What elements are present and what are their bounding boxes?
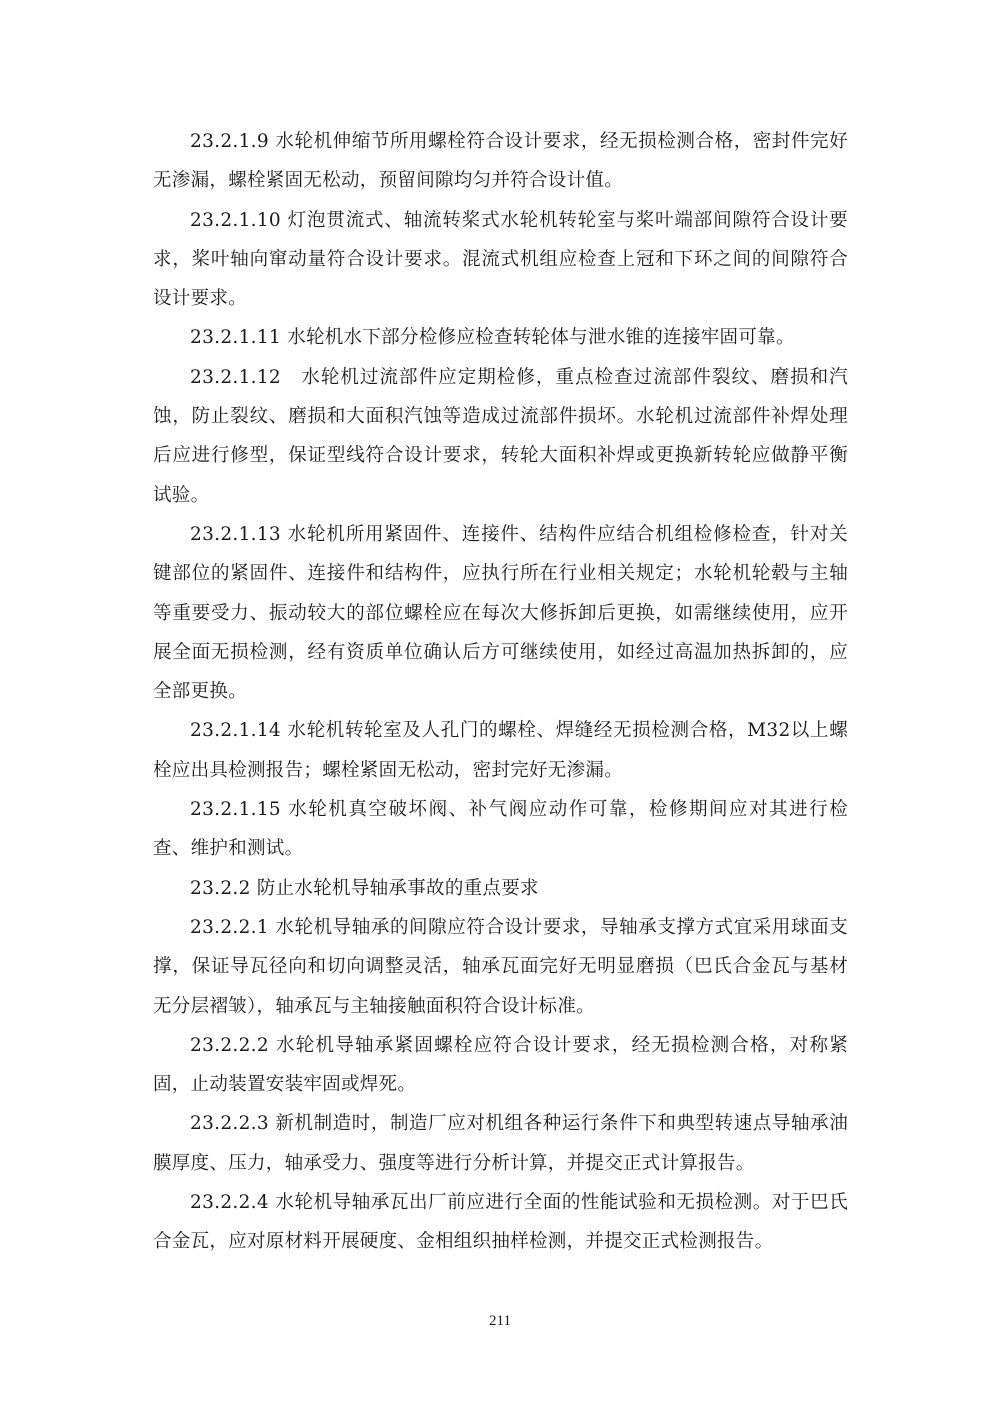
paragraph-23-2-1-11: 23.2.1.11 水轮机水下部分检修应检查转轮体与泄水锥的连接牢固可靠。 <box>190 327 795 349</box>
paragraph-23-2-1-12: 23.2.1.12 水轮机过流部件应定期检修，重点检查过流部件裂纹、磨损和汽蚀，防止裂纹、磨损和大面积汽蚀等造成过流部件损坏。水轮机过流部件补焊处理后应进行修型，保证型线符合设计要求，转轮大面积补焊或更换新转轮应做静平衡试验。 <box>153 366 848 506</box>
paragraph-23-2-1-9: 23.2.1.9 水轮机伸缩节所用螺栓符合设计要求，经无损检测合格，密封件完好无渗漏，螺栓紧固无松动，预留间隙均匀并符合设计值。 <box>153 131 848 192</box>
paragraph-23-2-1-10: 23.2.1.10 灯泡贯流式、轴流转桨式水轮机转轮室与桨叶端部间隙符合设计要求，桨叶轴向窜动量符合设计要求。混流式机组应检查上冠和下环之间的间隙符合设计要求。 <box>153 209 848 310</box>
paragraph-23-2-2-4: 23.2.2.4 水轮机导轴承瓦出厂前应进行全面的性能试验和无损检测。对于巴氏合金瓦，应对原材料开展硬度、金相组织抽样检测，并提交正式检测报告。 <box>153 1192 848 1253</box>
paragraph-23-2-2-1: 23.2.2.1 水轮机导轴承的间隙应符合设计要求，导轴承支撑方式宜采用球面支撑，保证导瓦径向和切向调整灵活，轴承瓦面完好无明显磨损（巴氏合金瓦与基材无分层褶皱），轴承瓦与主轴接触面积符合设计标准。 <box>153 916 848 1017</box>
section-heading-23-2-2: 23.2.2 防止水轮机导轴承事故的重点要求 <box>190 877 539 899</box>
paragraph-23-2-2-3: 23.2.2.3 新机制造时，制造厂应对机组各种运行条件下和典型转速点导轴承油膜厚度、压力，轴承受力、强度等进行分析计算，并提交正式计算报告。 <box>153 1113 848 1174</box>
paragraph-23-2-1-14: 23.2.1.14 水轮机转轮室及人孔门的螺栓、焊缝经无损检测合格，M32以上螺栓应出具检测报告；螺栓紧固无松动，密封完好无渗漏。 <box>153 720 848 781</box>
paragraph-23-2-2-2: 23.2.2.2 水轮机导轴承紧固螺栓应符合设计要求，经无损检测合格，对称紧固，止动装置安装牢固或焊死。 <box>153 1034 848 1096</box>
document-body <box>153 122 848 1262</box>
page-number: 211 <box>489 1313 511 1329</box>
paragraph-23-2-1-13: 23.2.1.13 水轮机所用紧固件、连接件、结构件应结合机组检修检查，针对关键部位的紧固件、连接件和结构件，应执行所在行业相关规定；水轮机轮毂与主轴等重要受力、振动较大的部位螺栓应在每次大修拆卸后更换，如需继续使用，应开展全面无损检测，经有资质单位确认后方可继续使用，如经过高温加热拆卸的，应全部更换。 <box>153 523 848 703</box>
paragraph-23-2-1-15: 23.2.1.15 水轮机真空破坏阀、补气阀应动作可靠，检修期间应对其进行检查、维护和测试。 <box>153 799 848 860</box>
